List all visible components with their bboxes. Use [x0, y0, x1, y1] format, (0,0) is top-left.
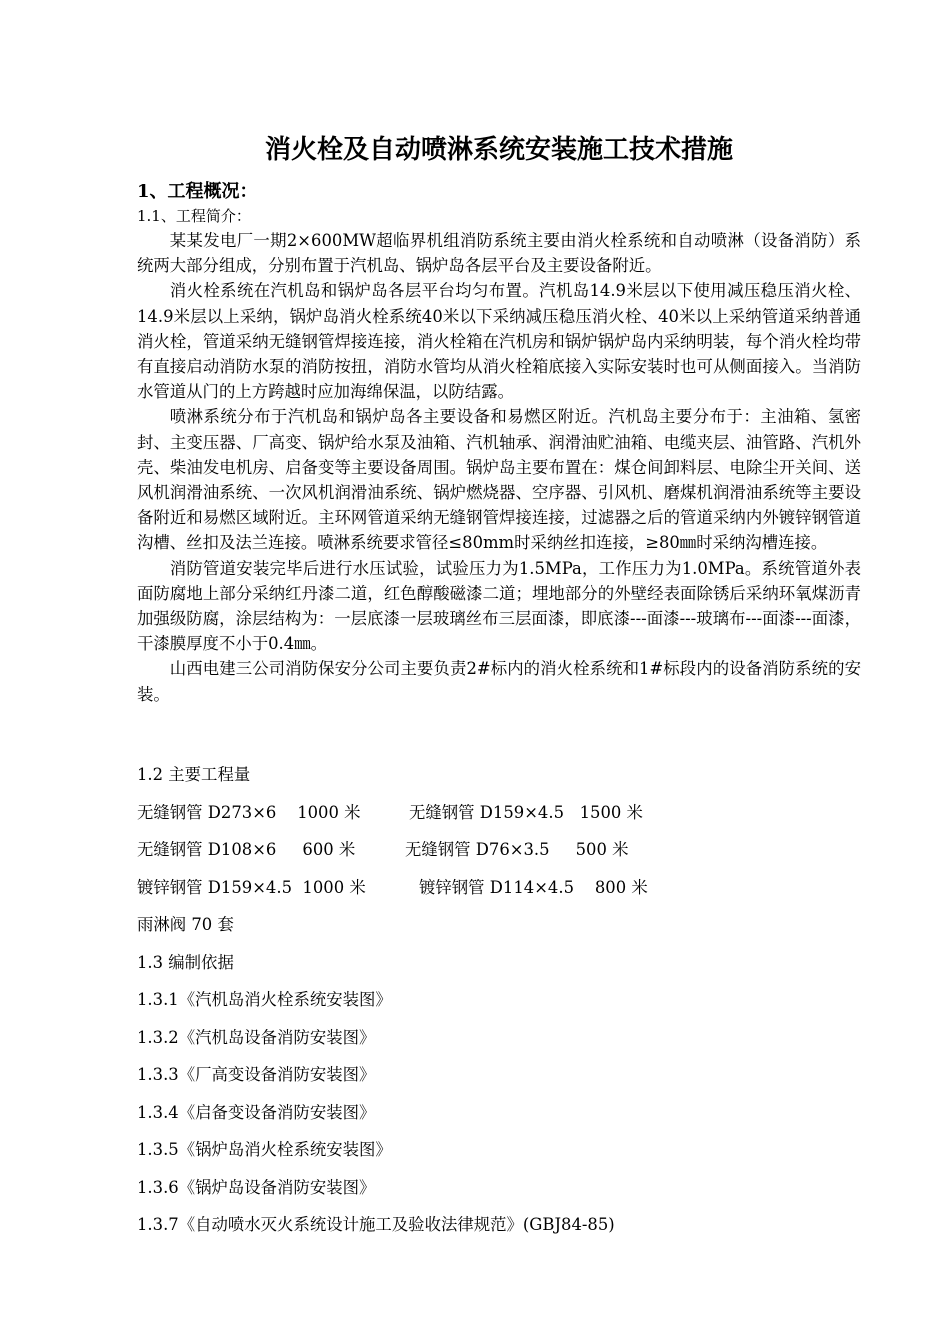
- reference-item: 1.3.3《厂高变设备消防安装图》: [137, 1065, 376, 1084]
- section-heading-1-2: 1.2 主要工程量: [137, 765, 251, 784]
- document-title: 消火栓及自动喷淋系统安装施工技术措施: [264, 135, 733, 165]
- reference-item: 1.3.4《启备变设备消防安装图》: [137, 1102, 376, 1122]
- reference-item: 1.3.5《锅炉岛消火栓系统安装图》: [137, 1140, 392, 1159]
- section-heading-1: 1、工程概况：: [137, 181, 258, 202]
- reference-item: 1.3.6《锅炉岛设备消防安装图》: [137, 1177, 376, 1197]
- quantities-and-references: [137, 764, 861, 1252]
- quantity-right: 无缝钢管 D76×3.5 500 米: [405, 840, 629, 859]
- reference-item: 1.3.2《汽机岛设备消防安装图》: [137, 1027, 376, 1047]
- overview-text: [137, 228, 861, 707]
- quantity-left: 无缝钢管 D108×6 600 米: [137, 840, 356, 859]
- rain-valve-line: 雨淋阀 70 套: [137, 915, 234, 934]
- quantity-row: [137, 802, 861, 840]
- quantity-right: 镀锌钢管 D114×4.5 800 米: [419, 877, 648, 897]
- paragraph: 山西电建三公司消防保安分公司主要负责2#标内的消火栓系统和1#标段内的设备消防系统的安装。: [137, 659, 861, 704]
- quantity-left: 镀锌钢管 D159×4.5 1000 米: [137, 877, 366, 897]
- paragraph: 喷淋系统分布于汽机岛和锅炉岛各主要设备和易燃区附近。汽机岛主要分布于：主油箱、氢密封、主变压器、厂高变、锅炉给水泵及油箱、汽机轴承、润滑油贮油箱、电缆夹层、油管路、汽机外壳、柴油发电机房、启备变等主要设备周围。锅炉岛主要布置在：煤仓间卸料层、电除尘开关间、送风机润滑油系统、一次风机润滑油系统、锅炉燃烧器、空序器、引风机、磨煤机润滑油系统等主要设备附近和易燃区域附近。主环网管道采纳无缝钢管焊接连接，过滤器之后的管道采纳内外镀锌钢管道沟槽、丝扣及法兰连接。喷淋系统要求管径≤80mm时采纳丝扣连接，≥80㎜时采纳沟槽连接。: [137, 407, 861, 553]
- reference-item: 1.3.1《汽机岛消火栓系统安装图》: [137, 990, 392, 1009]
- quantity-left: 无缝钢管 D273×6 1000 米: [137, 802, 361, 822]
- paragraph: 消火栓系统在汽机岛和锅炉岛各层平台均匀布置。汽机岛14.9米层以下使用减压稳压消火栓、14.9米层以上采纳，锅炉岛消火栓系统40米以下采纳减压稳压消火栓、40米以上采纳管道采纳普通消火栓，管道采纳无缝钢管焊接连接，消火栓箱在汽机房和锅炉锅炉岛内采纳明装，每个消火栓均带有直接启动消防水泵的消防按扭，消防水管均从消火栓箱底接入实际安装时也可从侧面接入。当消防水管道从门的上方跨越时应加海绵保温，以防结露。: [137, 281, 861, 402]
- reference-item: 1.3.7《自动喷水灭火系统设计施工及验收法律规范》(GBJ84-85): [137, 1215, 615, 1234]
- quantity-right: 无缝钢管 D159×4.5 1500 米: [409, 802, 643, 822]
- quantity-row: [137, 877, 861, 915]
- section-heading-1-1: 1.1、工程简介：: [137, 207, 251, 225]
- quantity-row: [137, 839, 861, 877]
- paragraph: 消防管道安装完毕后进行水压试验，试验压力为1.5MPa，工作压力为1.0MPa。系统管道外表面防腐地上部分采纳红丹漆二道，红色醇酸磁漆二道；埋地部分的外壁经表面除锈后采纳环氧煤沥青加强级防腐，涂层结构为：一层底漆一层玻璃丝布三层面漆，即底漆---面漆---玻璃布---面漆---面漆，干漆膜厚度不小于0.4㎜。: [137, 558, 861, 654]
- paragraph: 某某发电厂一期2×600MW超临界机组消防系统主要由消火栓系统和自动喷淋（设备消防）系统两大部分组成，分别布置于汽机岛、锅炉岛各层平台及主要设备附近。: [137, 231, 861, 276]
- section-heading-1-3: 1.3 编制依据: [137, 952, 234, 972]
